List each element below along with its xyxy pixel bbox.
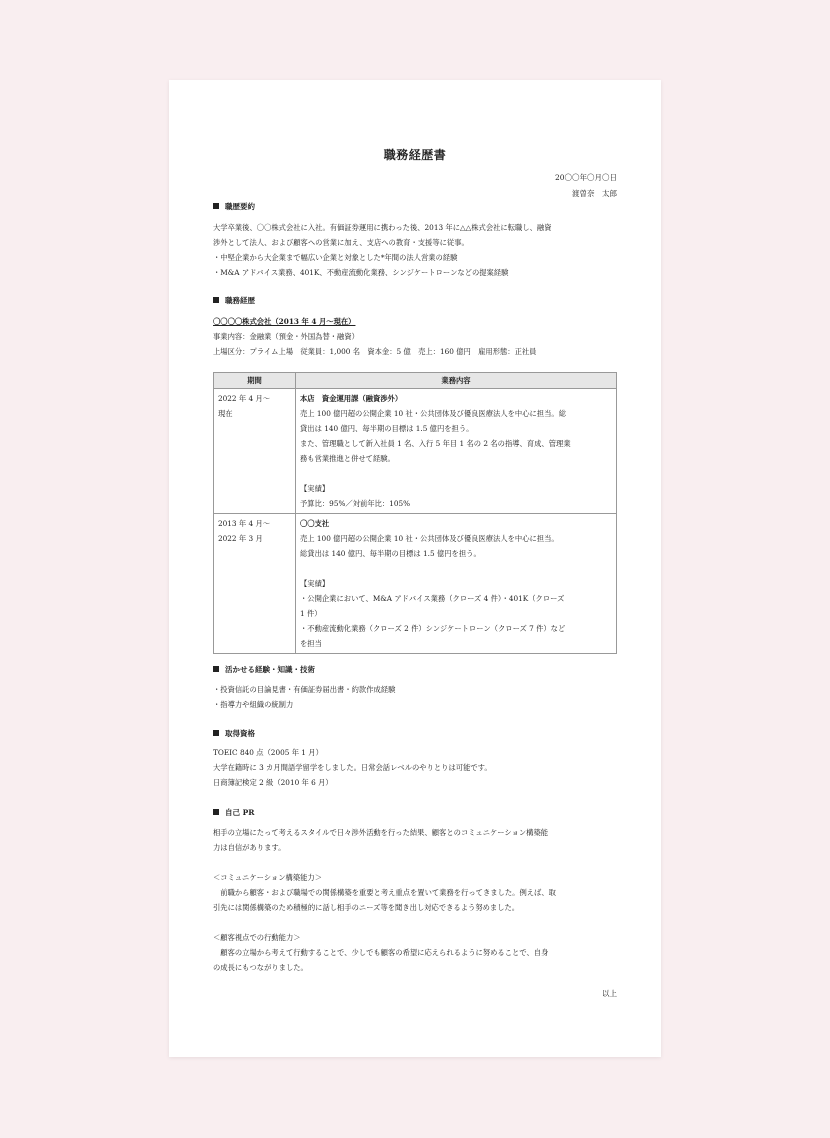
career-table: [213, 372, 617, 654]
table-header-row: [214, 373, 617, 389]
table-row: [214, 514, 617, 654]
summary-line: 渉外として法人、および顧客への営業に加え、支店への教育・支援等に従事。: [213, 238, 469, 247]
resume-document: [169, 80, 661, 1057]
company-detail: 事業内容：金融業（預金・外国為替・融資）: [213, 332, 359, 341]
summary-text: [213, 220, 617, 280]
company-name: 〇〇〇〇株式会社（2013 年 4 月～現在）: [213, 317, 356, 326]
summary-line: ・中堅企業から大企業まで幅広い企業と対象とした*年間の法人営業の経験: [213, 253, 458, 262]
table-row: [214, 389, 617, 514]
department-name: 〇〇支社: [300, 519, 330, 528]
pr-heading: 自己 PR: [213, 807, 254, 818]
square-bullet-icon: [213, 809, 219, 815]
summary-line: ・M&A アドバイス業務、401K、不動産流動化業務、シンジケートローンなどの提案経験: [213, 268, 509, 277]
qualifications-text: TOEIC 840 点（2005 年 1 月） 大学在籍時に 3 カ月間語学留学をしました。日常会話レベルのやりとりは可能です。 日商簿記検定 2 級（2010 年 6 月）: [213, 748, 492, 787]
square-bullet-icon: [213, 297, 219, 303]
duties-cell: 〇〇支社 売上 100 億円超の公開企業 10 社・公共団体及び優良医療法人を中心に担当。 総貸出は 140 億円、毎半期の目標は 1.5 億円を担う。 【実績】 ・公開企業において、M&A アドバイス業務（クローズ 4 件）・401K（クローズ 1 件） ・不動産流動化業務（クローズ 2 件）シンジケートローン（クローズ 7 件）など を担当: [296, 514, 617, 654]
summary-heading: 職歴要約: [213, 201, 255, 212]
skills-text: ・投資信託の目論見書・有価証券届出書・約款作成経験 ・指導力や組織の統制力: [213, 685, 396, 709]
column-header-duties: 業務内容: [296, 373, 617, 389]
pr-text: 相手の立場にたって考えるスタイルで日々渉外活動を行った結果、顧客とのコミュニケーション構築能 力は自信があります。 ＜コミュニケーション構築能力＞ 前職から顧客・および職場での関係構築を重要と考え重点を置いて業務を行ってきました。例えば、取 引先には関係構築のため積極的に話し相手のニーズ等を聞き出し対応できるよう努めました。 ＜顧客視点での行動能力＞ 顧客の立場から考えて行動することで、少しでも顧客の希望に応えられるように努めることで、自身 の成長にもつながりました。: [213, 828, 556, 972]
skills-heading: 活かせる経験・知識・技術: [213, 664, 315, 675]
applicant-name: 渡曽奈 太郎: [572, 189, 617, 198]
department-name: 本店 資金運用課（融資渉外）: [300, 394, 403, 403]
square-bullet-icon: [213, 730, 219, 736]
period-cell: 2022 年 4 月～ 現在: [214, 389, 296, 514]
closing-text: 以上: [602, 989, 617, 998]
document-title: 職務経歴書: [383, 148, 447, 162]
career-heading: 職務経歴: [213, 295, 255, 306]
document-date: 20〇〇年〇月〇日: [554, 173, 617, 182]
summary-line: 大学卒業後、〇〇株式会社に入社。有価証券運用に携わった後、2013 年に△△株式会社に転職し、融資: [213, 223, 552, 232]
career-company-info: [213, 314, 617, 359]
square-bullet-icon: [213, 203, 219, 209]
qualifications-heading: 取得資格: [213, 728, 255, 739]
column-header-period: 期間: [214, 373, 296, 389]
company-detail: 上場区分：プライム上場 従業員：1,000 名 資本金：5 億 売上：160 億円 雇用形態：正社員: [213, 347, 537, 356]
square-bullet-icon: [213, 666, 219, 672]
period-cell: 2013 年 4 月～ 2022 年 3 月: [214, 514, 296, 654]
duties-cell: 本店 資金運用課（融資渉外） 売上 100 億円超の公開企業 10 社・公共団体及び優良医療法人を中心に担当。総 貸出は 140 億円、毎半期の目標は 1.5 億円を担う。 また、管理職として新入社員 1 名、入行 5 年目 1 名の 2 名の指導、育成、管理業 務も営業推進と併せて経験。 【実績】 予算比：95%／対前年比：105%: [296, 389, 617, 514]
